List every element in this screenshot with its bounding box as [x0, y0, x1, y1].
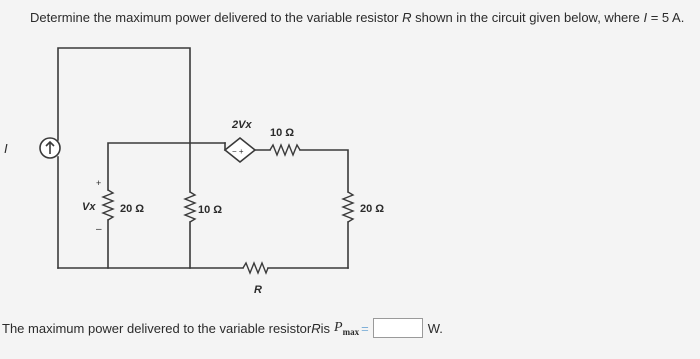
r10-mid-label: 10 Ω — [198, 204, 223, 216]
answer-prefix: The maximum power delivered to the variable resistor — [2, 320, 312, 336]
question-suffix: = 5 A. — [647, 10, 685, 25]
dep-source-signs: − + — [232, 147, 244, 156]
equals-sign: = — [361, 320, 369, 336]
question-var-i: I — [643, 10, 648, 25]
answer-input[interactable] — [373, 318, 423, 338]
wire-outer-loop — [58, 48, 190, 192]
answer-line — [2, 318, 443, 338]
r20-right-label: 20 Ω — [360, 203, 385, 215]
question-var-r: R — [402, 10, 412, 25]
resistor-variable — [243, 263, 268, 273]
minus-sign: – — [96, 224, 102, 235]
question-prefix: Determine the maximum power delivered to the variable resistor — [30, 10, 403, 25]
resistor-10-mid — [185, 192, 195, 222]
vx-label: Vx — [82, 201, 96, 213]
current-source — [40, 138, 60, 158]
resistor-20-right — [343, 192, 353, 222]
wire-top-b — [300, 150, 348, 192]
wire-left-branch-top — [108, 143, 225, 190]
resistor-10-top — [270, 145, 300, 155]
unit-label: W. — [427, 320, 443, 336]
plus-sign: + — [96, 178, 102, 188]
resistor-20-left — [103, 190, 113, 220]
question-mid: shown in the circuit given below, where — [411, 10, 644, 25]
r10-top-label: 10 Ω — [270, 127, 295, 139]
r20-left-label: 20 Ω — [120, 203, 145, 215]
dep-source-label: 2Vx — [232, 119, 252, 131]
source-label: I — [4, 141, 8, 156]
pmax-symbol: $P_{max}$ — [334, 319, 360, 337]
answer-var-r: R — [311, 320, 321, 336]
answer-is: is — [320, 320, 331, 336]
r-variable-label: R — [254, 284, 262, 296]
